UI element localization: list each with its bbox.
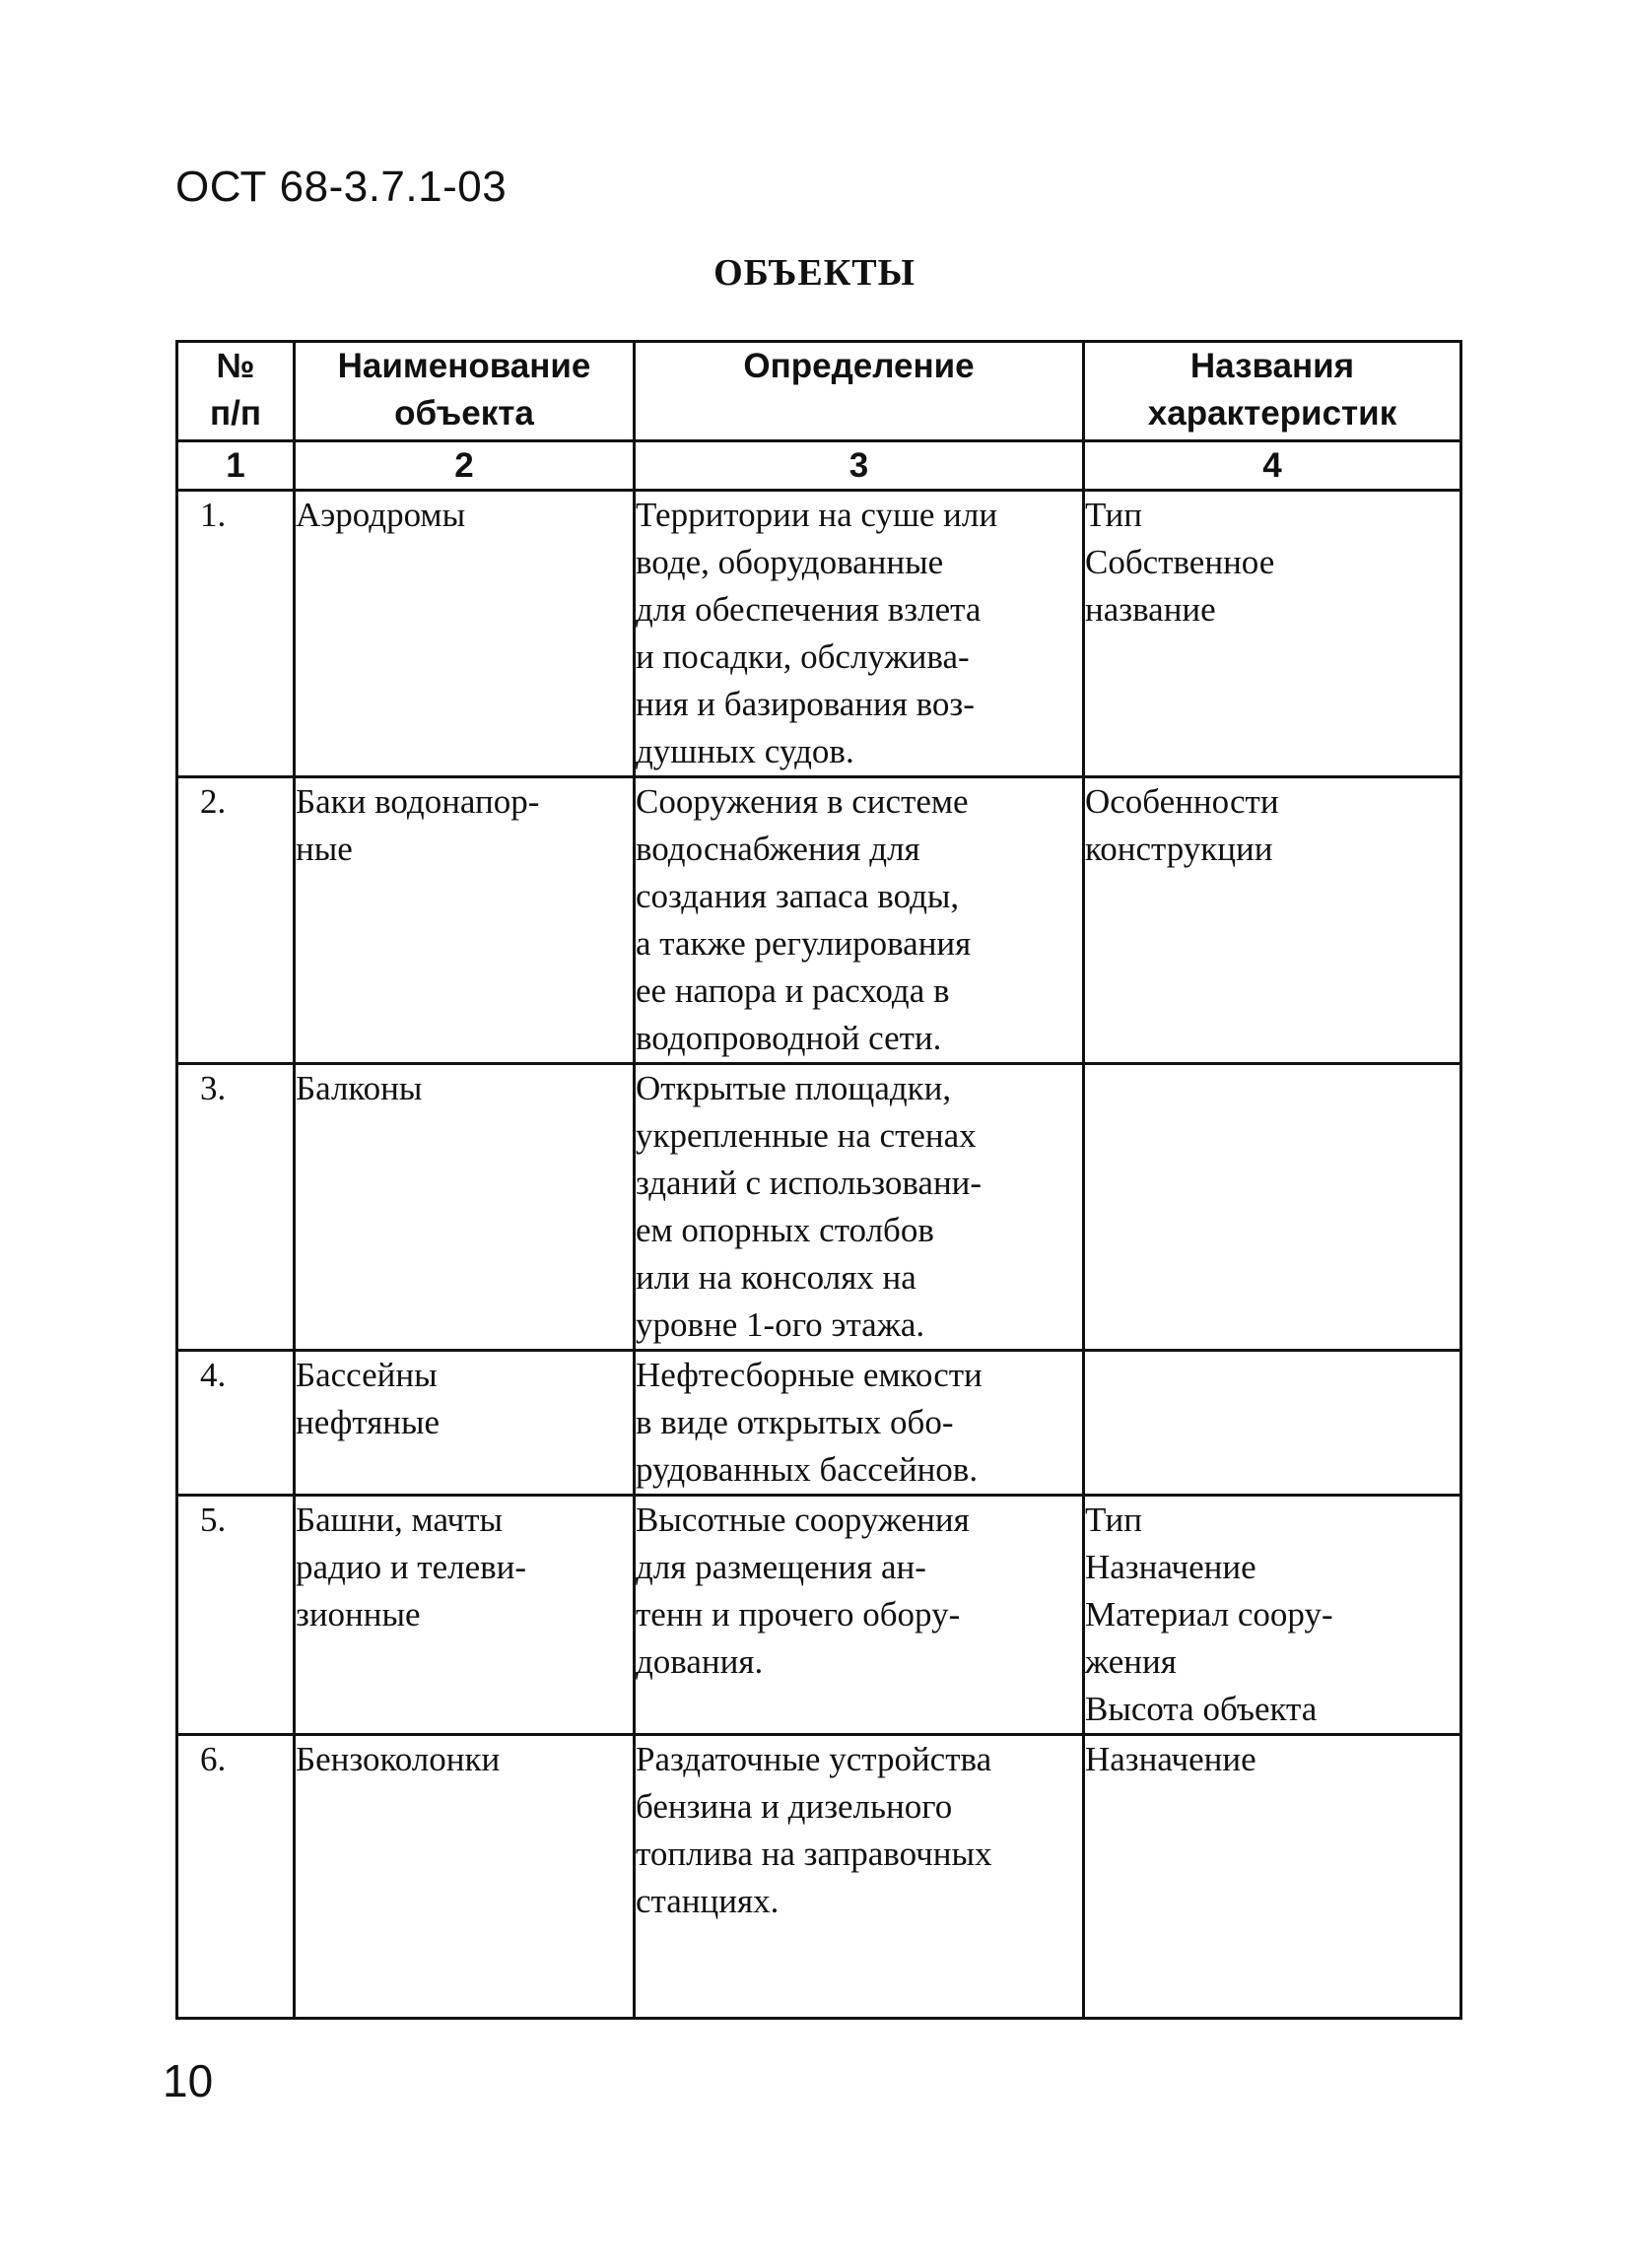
table-row <box>177 1351 1461 1496</box>
table-row <box>177 1064 1461 1351</box>
column-number: 4 <box>1084 441 1461 491</box>
table-row <box>177 1735 1461 2019</box>
row-number: 2. <box>177 777 295 1064</box>
object-name: Бассейны нефтяные <box>295 1351 635 1496</box>
page-number: 10 <box>163 2055 214 2106</box>
table-row <box>177 777 1461 1064</box>
object-characteristics: Особенности конструкции <box>1084 777 1461 1064</box>
column-number: 3 <box>635 441 1084 491</box>
object-name: Бензоколонки <box>295 1735 635 2019</box>
table-row <box>177 1496 1461 1735</box>
column-number: 1 <box>177 441 295 491</box>
row-number: 3. <box>177 1064 295 1351</box>
table-row <box>177 491 1461 777</box>
object-definition: Территории на суше или воде, оборудованные для обеспечения взлета и посадки, обслужива- ния и базирования воз- душных судов. <box>635 491 1084 777</box>
object-definition: Раздаточные устройства бензина и дизельного топлива на заправочных станциях. <box>635 1735 1084 2019</box>
page-title: ОБЪЕКТЫ <box>713 252 916 294</box>
header-definition: Определение <box>635 342 1084 441</box>
object-characteristics <box>1084 1351 1461 1496</box>
object-name: Балконы <box>295 1064 635 1351</box>
object-definition: Сооружения в системе водоснабжения для создания запаса воды, а также регулирования ее напора и расхода в водопроводной сети. <box>635 777 1084 1064</box>
object-definition: Нефтесборные емкости в виде открытых обо- рудованных бассейнов. <box>635 1351 1084 1496</box>
row-number: 4. <box>177 1351 295 1496</box>
object-definition: Высотные сооружения для размещения ан- тенн и прочего обору- дования. <box>635 1496 1084 1735</box>
row-number: 1. <box>177 491 295 777</box>
object-definition: Открытые площадки, укрепленные на стенах зданий с использовани- ем опорных столбов или на консолях на уровне 1-ого этажа. <box>635 1064 1084 1351</box>
object-characteristics: Назначение <box>1084 1735 1461 2019</box>
row-number: 6. <box>177 1735 295 2019</box>
header-characteristics: Названия характеристик <box>1084 342 1461 441</box>
object-characteristics <box>1084 1064 1461 1351</box>
object-characteristics: Тип Собственное название <box>1084 491 1461 777</box>
header-number: № п/п <box>177 342 295 441</box>
object-name: Башни, мачты радио и телеви- зионные <box>295 1496 635 1735</box>
object-characteristics: Тип Назначение Материал соору- жения Высота объекта <box>1084 1496 1461 1735</box>
column-number: 2 <box>295 441 635 491</box>
header-object-name: Наименование объекта <box>295 342 635 441</box>
object-name: Аэродромы <box>295 491 635 777</box>
header-row <box>177 342 1461 441</box>
row-number: 5. <box>177 1496 295 1735</box>
document-code: ОСТ 68-3.7.1-03 <box>175 163 508 211</box>
objects-table <box>175 340 1462 2020</box>
object-name: Баки водонапор- ные <box>295 777 635 1064</box>
column-number-row <box>177 441 1461 491</box>
